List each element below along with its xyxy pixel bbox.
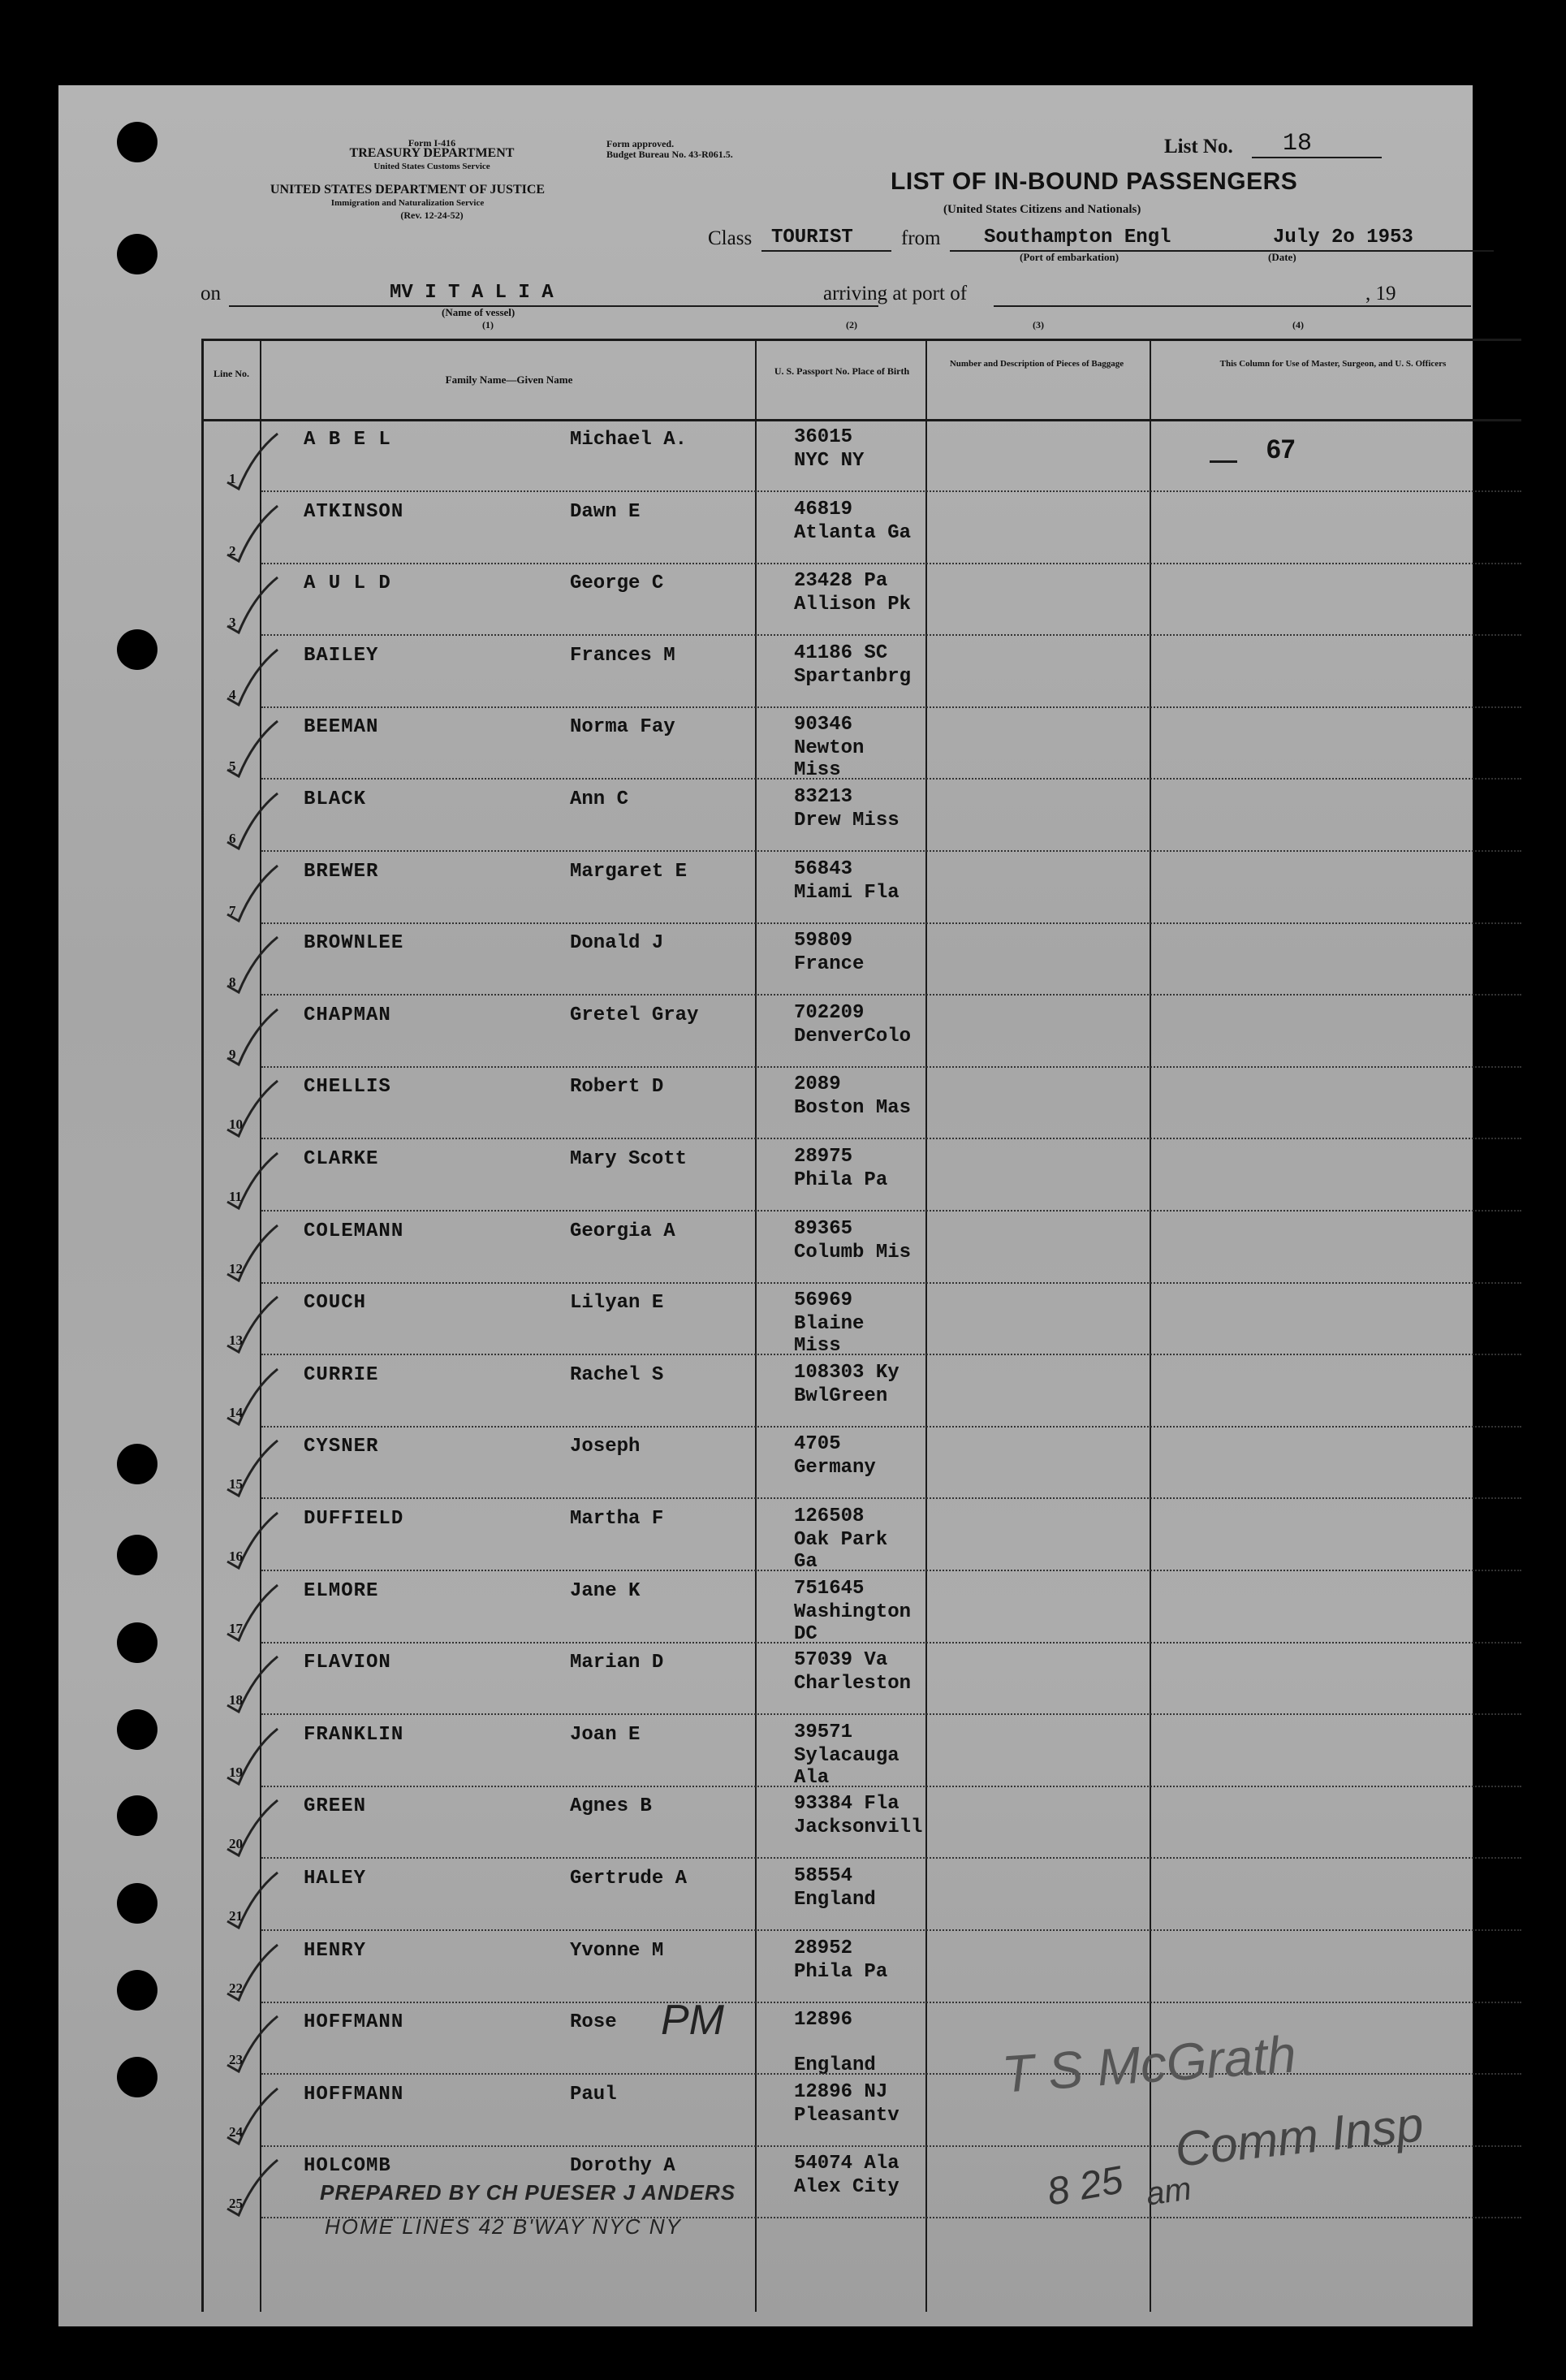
table-row <box>58 1645 1322 1717</box>
family-name: COLEMANN <box>304 1220 404 1242</box>
passport-number: 12896 <box>794 2009 853 2032</box>
vessel-name: MV I T A L I A <box>390 282 554 304</box>
place-of-birth-cont: England <box>794 2054 876 2077</box>
table-row <box>58 1717 1322 1789</box>
punch-hole <box>117 234 157 274</box>
vessel-caption: (Name of vessel) <box>442 306 516 318</box>
embarkation-port: Southampton Engl <box>984 227 1171 248</box>
justice-dept: UNITED STATES DEPARTMENT OF JUSTICE <box>270 183 546 197</box>
given-name: Paul <box>570 2083 617 2106</box>
line-number: 17 <box>229 1620 243 1636</box>
place-of-birth: Jacksonvill <box>794 1816 923 1839</box>
family-name: A B E L <box>304 429 391 451</box>
passport-number: 56843 <box>794 857 853 880</box>
arrival-time: 8 25 <box>1044 2158 1127 2214</box>
place-of-birth: Drew Miss <box>794 810 899 831</box>
passport-number: 12896 NJ <box>794 2080 888 2103</box>
col-3-number: (3) <box>1033 319 1044 330</box>
place-of-birth: Oak Park <box>794 1529 888 1551</box>
given-name: Martha F <box>570 1508 664 1530</box>
line-number: 12 <box>229 1260 243 1276</box>
place-of-birth: France <box>794 953 865 976</box>
table-row <box>58 1429 1322 1501</box>
customs-service: United States Customs Service <box>373 162 490 171</box>
line-number: 4 <box>229 686 236 702</box>
family-name: BEEMAN <box>304 716 379 739</box>
passport-number: 57039 Va <box>794 1649 888 1672</box>
line-number: 1 <box>229 471 236 486</box>
table-row <box>58 710 1322 781</box>
punch-hole <box>117 122 157 162</box>
given-name: Ann C <box>570 788 629 810</box>
given-name: Norma Fay <box>570 716 675 739</box>
place-of-birth: Allison Pk <box>794 594 912 616</box>
class-label: Class <box>708 227 753 249</box>
place-of-birth-cont: Miss <box>794 759 841 782</box>
page-title: LIST OF IN-BOUND PASSENGERS <box>891 168 1298 195</box>
table-row <box>58 854 1322 926</box>
passport-number: 23428 Pa <box>794 570 888 593</box>
table-row <box>58 566 1322 637</box>
passport-number: 702209 <box>794 1001 865 1024</box>
table-row <box>58 638 1322 710</box>
ins-service: Immigration and Naturalization Service <box>330 198 485 208</box>
line-number: 13 <box>229 1333 243 1349</box>
table-row <box>58 1933 1322 2005</box>
table-row <box>58 1285 1322 1357</box>
given-name: Jane K <box>570 1579 641 1602</box>
table-row <box>58 1574 1322 1645</box>
given-name: Mary Scott <box>570 1148 688 1170</box>
table-row <box>58 1789 1322 1860</box>
col-4-number: (4) <box>1292 319 1304 330</box>
line-number: 20 <box>229 1836 243 1852</box>
line-number: 24 <box>229 2123 243 2140</box>
table-row <box>58 422 1322 494</box>
place-of-birth: BwlGreen <box>794 1384 888 1407</box>
place-of-birth: Atlanta Ga <box>794 521 912 544</box>
family-name: CYSNER <box>304 1436 379 1458</box>
given-name: Dorothy A <box>570 2155 675 2178</box>
line-number: 15 <box>229 1476 243 1492</box>
table-row <box>58 926 1322 997</box>
given-name: Michael A. <box>570 429 688 451</box>
line-number: 6 <box>229 831 236 846</box>
line-number: 23 <box>229 2052 243 2068</box>
given-name: Joan E <box>570 1723 641 1746</box>
form-approved: Form approved. <box>606 138 675 149</box>
passport-number: 83213 <box>794 786 853 808</box>
family-name: ATKINSON <box>304 500 404 523</box>
class-value: TOURIST <box>771 227 853 248</box>
passport-number: 36015 <box>794 426 853 448</box>
revision-date: (Rev. 12-24-52) <box>400 209 464 221</box>
family-name: BAILEY <box>304 644 379 667</box>
given-name: Lilyan E <box>570 1292 664 1315</box>
family-name: DUFFIELD <box>304 1508 404 1530</box>
given-name: Georgia A <box>570 1220 675 1242</box>
line-number: 8 <box>229 974 236 991</box>
given-name: Margaret E <box>570 860 688 883</box>
passport-number: 126508 <box>794 1505 865 1527</box>
list-number: 18 <box>1283 130 1313 158</box>
place-of-birth: Miami Fla <box>794 881 899 904</box>
passport-number: 4705 <box>794 1433 841 1456</box>
passport-number: 89365 <box>794 1217 853 1240</box>
inspector-signature: T S McGrath <box>999 2024 1298 2104</box>
place-of-birth: Charleston <box>794 1673 912 1695</box>
family-name: FLAVION <box>304 1652 391 1674</box>
line-number: 22 <box>229 1980 243 1996</box>
line-number: 14 <box>229 1404 243 1420</box>
place-of-birth: Germany <box>794 1457 876 1479</box>
line-number: 16 <box>229 1549 243 1564</box>
passport-number: 46819 <box>794 498 853 520</box>
passport-number: 751645 <box>794 1577 865 1600</box>
line-number: 11 <box>229 1189 243 1204</box>
from-label: from <box>901 227 941 249</box>
given-name: Gertrude A <box>570 1868 688 1890</box>
header-officer-use: This Column for Use of Master, Surgeon, and U. S. Officers <box>1219 359 1447 369</box>
passport-number: 39571 <box>794 1721 853 1743</box>
given-name: Donald J <box>570 932 664 955</box>
table-top-border <box>201 339 1521 341</box>
family-name: ELMORE <box>304 1579 379 1602</box>
place-of-birth-cont: Miss <box>794 1335 841 1358</box>
officer-count: 67 <box>1266 434 1296 464</box>
home-lines-note: HOME LINES 42 B'WAY NYC NY <box>325 2214 682 2239</box>
line-number: 25 <box>229 2196 243 2212</box>
family-name: BREWER <box>304 860 379 883</box>
place-of-birth: Washington <box>794 1600 912 1623</box>
given-name: Yvonne M <box>570 1939 664 1962</box>
table-header-border <box>201 419 1521 421</box>
place-of-birth: NYC NY <box>794 450 865 472</box>
on-label: on <box>201 283 221 305</box>
place-of-birth: Phila Pa <box>794 1960 888 1983</box>
given-name: Robert D <box>570 1076 664 1099</box>
line-number: 5 <box>229 758 236 775</box>
header-line-no: Line No. <box>213 368 249 379</box>
page-subtitle: (United States Citizens and Nationals) <box>943 203 1141 216</box>
passport-number: 93384 Fla <box>794 1793 899 1816</box>
line-number: 9 <box>229 1046 236 1062</box>
passport-number: 54074 Ala <box>794 2153 899 2175</box>
family-name: A U L D <box>304 572 391 595</box>
year-label: , 19 <box>1365 283 1396 305</box>
col-1-number: (1) <box>482 319 494 330</box>
family-name: HALEY <box>304 1868 367 1890</box>
passport-number: 58554 <box>794 1865 853 1887</box>
given-name: Frances M <box>570 644 675 667</box>
passport-number: 2089 <box>794 1073 841 1096</box>
line-number: 10 <box>229 1117 243 1133</box>
passport-number: 59809 <box>794 930 853 952</box>
form-number: Form I-416 <box>408 137 456 149</box>
table-row <box>58 1069 1322 1141</box>
place-of-birth: DenverColo <box>794 1025 912 1047</box>
given-name: George C <box>570 572 664 595</box>
place-of-birth-cont: Ga <box>794 1551 818 1573</box>
treasury-dept: TREASURY DEPARTMENT <box>349 146 515 160</box>
family-name: HOFFMANN <box>304 2083 404 2106</box>
family-name: CURRIE <box>304 1363 379 1386</box>
table-row <box>58 1861 1322 1933</box>
budget-bureau: Budget Bureau No. 43-R061.5. <box>606 149 733 160</box>
family-name: GREEN <box>304 1795 367 1818</box>
place-of-birth: England <box>794 1889 876 1911</box>
embarkation-date: July 2o 1953 <box>1273 227 1413 248</box>
given-name: Dawn E <box>570 500 641 523</box>
time-am: am <box>1144 2171 1194 2213</box>
prepared-by-note: PREPARED BY CH PUESER J ANDERS <box>320 2180 736 2205</box>
place-of-birth: Columb Mis <box>794 1241 912 1263</box>
passport-number: 90346 <box>794 714 853 736</box>
given-name: Gretel Gray <box>570 1004 699 1026</box>
family-name: CLARKE <box>304 1148 379 1170</box>
family-name: CHELLIS <box>304 1076 391 1099</box>
given-name: Agnes B <box>570 1795 652 1818</box>
line-number: 7 <box>229 902 236 918</box>
place-of-birth: Boston Mas <box>794 1097 912 1120</box>
arriving-label: arriving at port of <box>823 283 968 305</box>
line-number: 3 <box>229 615 236 631</box>
family-name: HOFFMANN <box>304 2011 404 2034</box>
place-of-birth: Alex City <box>794 2176 899 2199</box>
passport-number: 28952 <box>794 1937 853 1959</box>
given-name: Joseph <box>570 1436 641 1458</box>
family-name: HENRY <box>304 1939 367 1962</box>
table-row <box>58 1358 1322 1429</box>
family-name: CHAPMAN <box>304 1004 391 1026</box>
header-passport: U. S. Passport No. Place of Birth <box>774 365 910 377</box>
header-baggage: Number and Description of Pieces of Baggage <box>949 359 1124 369</box>
manifest-page <box>58 85 1473 2326</box>
passport-number: 108303 Ky <box>794 1361 899 1384</box>
place-of-birth: Blaine <box>794 1313 865 1336</box>
family-name: COUCH <box>304 1292 367 1315</box>
family-name: FRANKLIN <box>304 1723 404 1746</box>
place-of-birth-cont: Ala <box>794 1766 830 1789</box>
place-of-birth: Newton <box>794 737 865 760</box>
header-name: Family Name—Given Name <box>445 374 573 386</box>
family-name: BLACK <box>304 788 367 810</box>
passport-number: 56969 <box>794 1289 853 1312</box>
family-name: BROWNLEE <box>304 932 404 955</box>
given-name: Rose <box>570 2011 617 2034</box>
date-caption: (Date) <box>1268 251 1296 263</box>
given-name: Rachel S <box>570 1363 664 1386</box>
place-of-birth: Spartanbrg <box>794 665 912 688</box>
line-number: 18 <box>229 1692 243 1708</box>
line-number: 2 <box>229 542 236 559</box>
table-row <box>58 1214 1322 1285</box>
line-number: 19 <box>229 1764 243 1780</box>
table-row <box>58 998 1322 1069</box>
line-number: 21 <box>229 1908 243 1924</box>
inspector-title: Comm Insp <box>1172 2097 1426 2177</box>
list-label: List No. <box>1164 136 1233 158</box>
passport-number: 41186 SC <box>794 641 888 664</box>
place-of-birth: Sylacauga <box>794 1744 899 1767</box>
place-of-birth: Pleasantv <box>794 2104 899 2127</box>
table-row <box>58 1142 1322 1213</box>
place-of-birth-cont: DC <box>794 1622 818 1645</box>
table-row <box>58 782 1322 853</box>
family-name: HOLCOMB <box>304 2155 391 2178</box>
col-2-number: (2) <box>846 319 857 330</box>
table-row <box>58 1501 1322 1573</box>
port-caption: (Port of embarkation) <box>1020 251 1119 263</box>
place-of-birth: Phila Pa <box>794 1169 888 1191</box>
initials-handwritten: PM <box>661 1997 724 2044</box>
given-name: Marian D <box>570 1652 664 1674</box>
passport-number: 28975 <box>794 1146 853 1168</box>
table-row <box>58 495 1322 566</box>
